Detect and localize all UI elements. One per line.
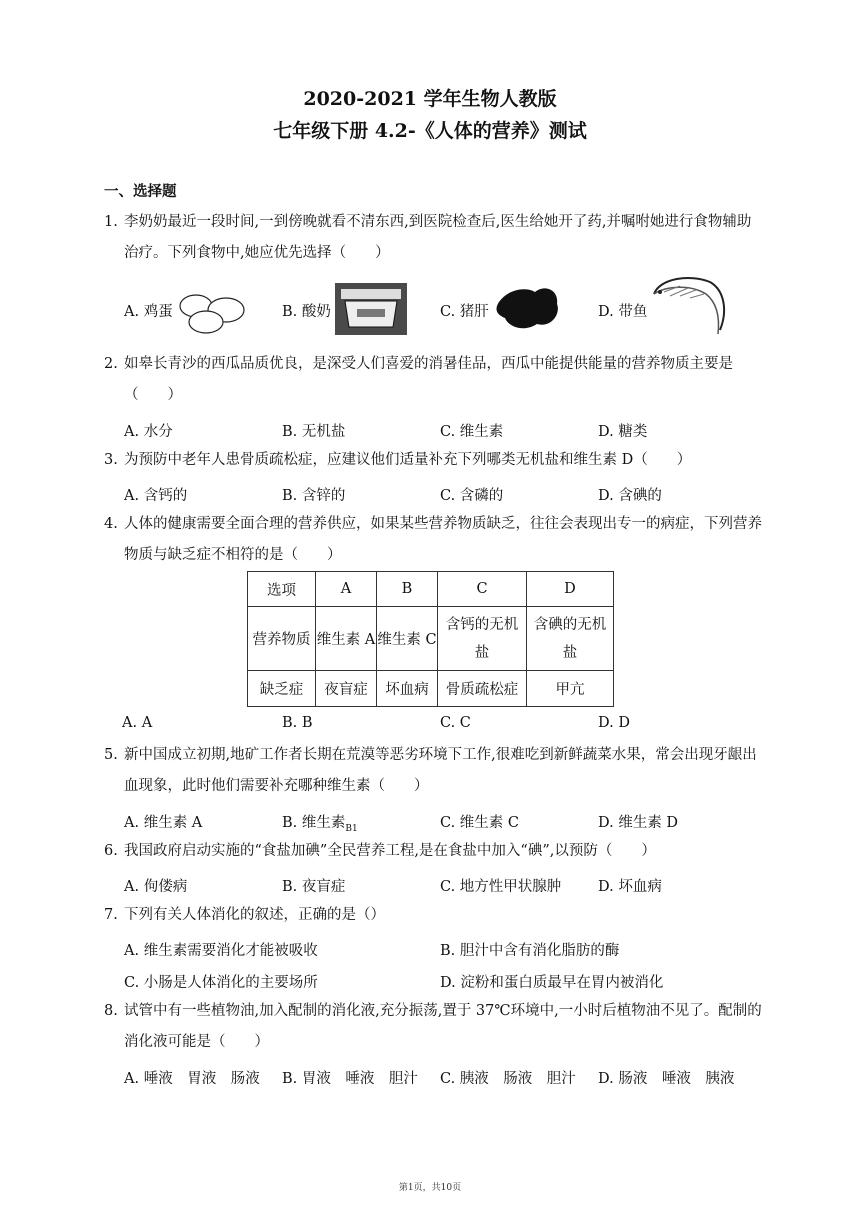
table-cell: 营养物质 (248, 607, 316, 671)
question-stem: 试管中有一些植物油,加入配制的消化液,充分振荡,置于 37℃环境中,一小时后植物油不见了。配制的消化液可能是（ ） (124, 1003, 762, 1050)
question-stem: 人体的健康需要全面合理的营养供应，如果某些营养物质缺乏，往往会表现出专一的病症，下列营养物质与缺乏症不相符的是（ ） (124, 516, 762, 563)
yogurt-image (335, 283, 407, 335)
option-c: C. 小肠是人体消化的主要场所 (124, 975, 318, 991)
option-b-text: B. 维生素 (282, 815, 346, 831)
option-a: A. 水分 (124, 424, 173, 440)
option-a: A. 含钙的 (124, 488, 188, 504)
option-c: C. 地方性甲状腺肿 (440, 879, 562, 895)
option-c: C. 猪肝 (440, 304, 489, 320)
document-title-line1: 2020-2021 学年生物人教版 (303, 88, 557, 110)
option-c: C. 胰液 肠液 胆汁 (440, 1071, 576, 1087)
option-b: B. 胆汁中含有消化脂肪的酶 (440, 943, 620, 959)
question-4 (104, 509, 764, 571)
question-8-options (124, 1067, 764, 1097)
question-number: 1. (104, 214, 118, 230)
question-stem: 李奶奶最近一段时间,一到傍晚就看不清东西,到医院检查后,医生给她开了药,并嘱咐她进行食物辅助治疗。下列食物中,她应优先选择（ ） (124, 214, 752, 261)
question-1 (104, 207, 764, 269)
table-cell: D (527, 572, 614, 607)
hairtail-fish-image (650, 272, 730, 340)
option-b (282, 811, 358, 834)
question-stem: 我国政府启动实施的“食盐加碘”全民营养工程,是在食盐中加入“碘”,以预防（ ） (124, 843, 656, 859)
table-cell: 甲亢 (527, 671, 614, 707)
option-b: B. 夜盲症 (282, 879, 346, 895)
page-footer: 第1页，共10页 (398, 1183, 462, 1193)
option-b-subscript: B1 (345, 823, 358, 834)
option-a: A. 唾液 胃液 肠液 (124, 1071, 260, 1087)
option-c: C. 维生素 C (440, 815, 519, 831)
question-number: 2. (104, 356, 118, 372)
option-d: D. 淀粉和蛋白质最早在胃内被消化 (440, 975, 664, 991)
eggs-image (176, 288, 248, 338)
question-number: 8. (104, 1003, 118, 1019)
table-cell: 维生素 C (377, 607, 438, 671)
option-b: B. B (282, 715, 313, 731)
table-cell: 选项 (248, 572, 316, 607)
option-b: B. 胃液 唾液 胆汁 (282, 1071, 418, 1087)
nutrition-table (247, 571, 614, 707)
table-cell: 维生素 A (316, 607, 377, 671)
pork-liver-image (495, 284, 563, 332)
table-cell: 夜盲症 (316, 671, 377, 707)
table-cell: 骨质疏松症 (438, 671, 527, 707)
option-d: D. 坏血病 (598, 879, 662, 895)
table-cell: 坏血病 (377, 671, 438, 707)
question-number: 3. (104, 452, 118, 468)
option-a: A. A (122, 715, 153, 731)
option-a: A. 佝偻病 (124, 879, 188, 895)
question-number: 6. (104, 843, 118, 859)
question-number: 5. (104, 747, 118, 763)
option-d: D. 带鱼 (598, 304, 648, 320)
table-row (248, 607, 614, 671)
question-3 (104, 445, 764, 476)
document-title-line2: 七年级下册 4.2-《人体的营养》测试 (273, 120, 587, 142)
table-row (248, 572, 614, 607)
table-cell: 含钙的无机盐 (438, 607, 527, 671)
table-cell: 缺乏症 (248, 671, 316, 707)
option-c: C. C (440, 715, 471, 731)
section-heading: 一、选择题 (104, 183, 177, 200)
question-stem: 新中国成立初期,地矿工作者长期在荒漠等恶劣环境下工作,很难吃到新鲜蔬菜水果，常会出现牙龈出血现象，此时他们需要补充哪种维生素（ ） (124, 747, 757, 794)
option-c: C. 维生素 (440, 424, 504, 440)
option-d: D. 糖类 (598, 424, 648, 440)
question-2 (104, 349, 764, 411)
option-a: A. 维生素 A (124, 815, 203, 831)
table-cell: C (438, 572, 527, 607)
question-stem: 为预防中老年人患骨质疏松症，应建议他们适量补充下列哪类无机盐和维生素 D（ ） (124, 452, 692, 468)
question-8 (104, 996, 764, 1058)
table-row (248, 671, 614, 707)
option-d: D. D (598, 715, 630, 731)
question-stem: 下列有关人体消化的叙述，正确的是（） (124, 907, 385, 923)
option-b: B. 含锌的 (282, 488, 346, 504)
option-d: D. 含碘的 (598, 488, 662, 504)
question-stem: 如皋长青沙的西瓜品质优良，是深受人们喜爱的消暑佳品，西瓜中能提供能量的营养物质主要是（ ） (124, 356, 733, 403)
option-d: D. 肠液 唾液 胰液 (598, 1071, 735, 1087)
option-a: A. 维生素需要消化才能被吸收 (124, 943, 318, 959)
question-number: 7. (104, 907, 118, 923)
option-b: B. 酸奶 (282, 304, 331, 320)
option-c: C. 含磷的 (440, 488, 504, 504)
question-6 (104, 836, 764, 867)
option-a: A. 鸡蛋 (124, 304, 173, 320)
question-7-options-row1 (124, 939, 764, 969)
table-cell: 含碘的无机盐 (527, 607, 614, 671)
option-b: B. 无机盐 (282, 424, 346, 440)
table-cell: A (316, 572, 377, 607)
table-cell: B (377, 572, 438, 607)
question-number: 4. (104, 516, 118, 532)
question-7 (104, 900, 764, 931)
option-d: D. 维生素 D (598, 815, 679, 831)
question-5 (104, 740, 764, 802)
